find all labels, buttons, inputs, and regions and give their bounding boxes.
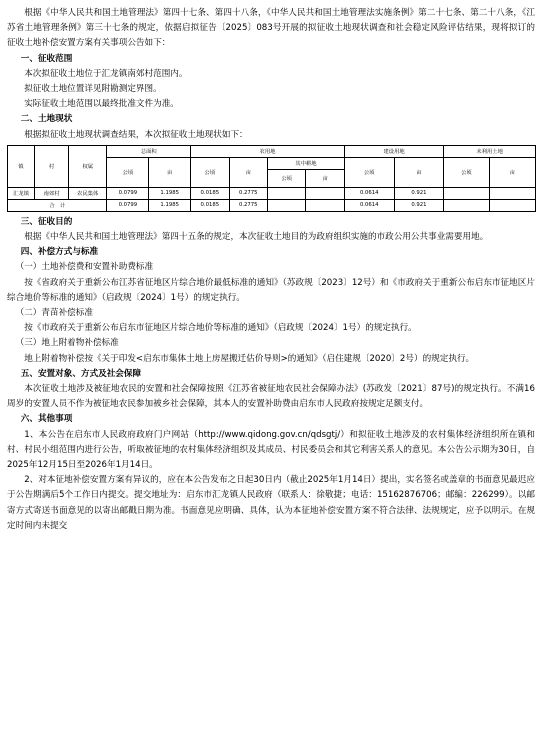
compensation-paragraph-2: 按《市政府关于重新公布启东市征地区片综合地价等标准的通知》（启政规〔2024〕1号）的规定执行。 <box>24 323 417 334</box>
header-farm-ha: 公顷 <box>191 157 229 187</box>
header-unused-land: 未利用土地 <box>444 145 536 157</box>
header-total-mu: 亩 <box>149 157 191 187</box>
cell-farm-ha: 0.0185 <box>191 187 229 199</box>
section-heading-scope: 一、征收范围 <box>20 53 73 64</box>
cell-farm-ha: 0.0185 <box>191 199 229 211</box>
resettlement-paragraph: 本次征收土地涉及被征地农民的安置和社会保障按照《江苏省被征地农民社会保障办法》(苏政发〔2021〕87号)的规定执行。不满16周岁的安置人员不作为被征地农民参加被乡社会保障，其本人的安置补助费由启东市人民政府按规定足额支付。 <box>7 384 535 410</box>
cell-unused-ha <box>444 187 489 199</box>
compensation-paragraph-1: 按《省政府关于重新公布江苏省征地区片综合地价最低标准的通知》（苏政规〔2023〕12号）和《市政府关于重新公布启东市征地区片综合地价等标准的通知》（启政规〔2024〕1号）的规定执行。 <box>7 277 535 303</box>
cell-build-ha: 0.0614 <box>344 199 394 211</box>
cell-unused-ha <box>444 199 489 211</box>
cell-unused-mu <box>489 187 535 199</box>
other-paragraph-1: 1、本公告在启东市人民政府政府门户网站（http://www.qidong.gov.cn/qdsgtj/）和拟征收土地涉及的农村集体经济组织所在镇和村、村民小组范围内进行公告，听取被征地的农村集体经济组织及其成员、村民委员会和其它利害关系人的意见。本公告公示期为30日，自2025年12月15日至2026年1月14日。 <box>7 429 535 471</box>
header-total-area: 总面积 <box>107 145 191 157</box>
cell-arable-mu <box>306 199 344 211</box>
section-heading-land-status: 二、土地现状 <box>20 114 73 125</box>
cell-ownership: 农民集体 <box>69 187 107 199</box>
compensation-subheading-1: （一）土地补偿费和安置补助费标准 <box>15 262 154 273</box>
cell-total-ha: 0.0799 <box>107 187 149 199</box>
header-unused-ha: 公顷 <box>444 157 489 187</box>
scope-paragraph-1: 本次拟征收土地位于汇龙镇南郊村范围内。 <box>24 68 188 79</box>
land-status-paragraph: 根据拟征收土地现状调查结果，本次拟征收土地现状如下： <box>24 129 248 140</box>
header-total-ha: 公顷 <box>107 157 149 187</box>
purpose-paragraph: 根据《中华人民共和国土地管理法》第四十五条的规定，本次征收土地目的为政府组织实施的市政公用公共事业需要用地。 <box>24 232 489 243</box>
other-paragraph-2: 2、对本征地补偿安置方案有异议的，应在本公告发布之日起30日内（截止2025年1月14日）提出，实名签名或盖章的书面意见最迟应于公告期满后5个工作日内提交。提交地址为：启东市汇龙镇人民政府（联系人：徐敬捷；电话：15162876706；邮编：226299）。以邮寄方式寄送书面意见的以寄出邮戳日期为准。书面意见应明确、具体，认为本征地补偿安置方案不符合法律、法规规定，应予以明示。在规定时间内未提交 <box>7 475 535 531</box>
scope-paragraph-2: 拟征收土地位置详见附勘测定界图。 <box>24 84 162 95</box>
header-arable-ha: 公顷 <box>267 169 305 187</box>
header-arable: 其中耕地 <box>267 157 344 169</box>
section-heading-resettlement: 五、安置对象、方式及社会保障 <box>20 368 142 379</box>
header-ownership: 权属 <box>69 145 107 187</box>
header-village: 村 <box>35 145 69 187</box>
section-heading-other: 六、其他事项 <box>20 414 73 425</box>
header-arable-mu: 亩 <box>306 169 344 187</box>
section-heading-compensation: 四、补偿方式与标准 <box>20 247 99 258</box>
header-build-ha: 公顷 <box>344 157 394 187</box>
cell-total-label: 合 计 <box>8 199 107 211</box>
cell-village: 南郊村 <box>35 187 69 199</box>
header-construction-land: 建设用地 <box>344 145 443 157</box>
header-unused-mu: 亩 <box>489 157 535 187</box>
table-total-row <box>8 199 536 211</box>
intro-paragraph: 根据《中华人民共和国土地管理法》第四十七条、第四十八条，《中华人民共和国土地管理法实施条例》第二十七条、第二十八条，《江苏省土地管理条例》第三十七条的规定，依据启拟征告〔2025〕083号开展的拟征收土地现状调查和社会稳定风险评估结果，现将拟订的征收土地补偿安置方案有关事项公告如下： <box>7 8 535 49</box>
header-farmland: 农用地 <box>191 145 345 157</box>
cell-farm-mu: 0.2775 <box>229 187 267 199</box>
header-farm-mu: 亩 <box>229 157 267 187</box>
compensation-subheading-3: （三）地上附着物补偿标准 <box>15 338 119 349</box>
cell-total-ha: 0.0799 <box>107 199 149 211</box>
cell-build-mu: 0.921 <box>394 187 444 199</box>
cell-arable-ha <box>267 199 305 211</box>
cell-build-mu: 0.921 <box>394 199 444 211</box>
cell-total-mu: 1.1985 <box>149 199 191 211</box>
compensation-paragraph-3: 地上附着物补偿按《关于印发<启东市集体土地上房屋搬迁估价导则>的通知》（启住建规〔2020〕2号）的规定执行。 <box>24 353 475 364</box>
section-heading-purpose: 三、征收目的 <box>20 216 73 227</box>
header-town: 镇 <box>8 145 35 187</box>
cell-build-ha: 0.0614 <box>344 187 394 199</box>
land-status-table <box>7 145 536 212</box>
header-build-mu: 亩 <box>394 157 444 187</box>
compensation-subheading-2: （二）青苗补偿标准 <box>15 308 93 319</box>
cell-farm-mu: 0.2775 <box>229 199 267 211</box>
scope-paragraph-3: 实际征收土地范围以最终批准文件为准。 <box>24 99 179 110</box>
cell-arable-mu <box>306 187 344 199</box>
cell-unused-mu <box>489 199 535 211</box>
cell-total-mu: 1.1985 <box>149 187 191 199</box>
cell-arable-ha <box>267 187 305 199</box>
table-row <box>8 187 536 199</box>
cell-town: 汇龙镇 <box>8 187 35 199</box>
